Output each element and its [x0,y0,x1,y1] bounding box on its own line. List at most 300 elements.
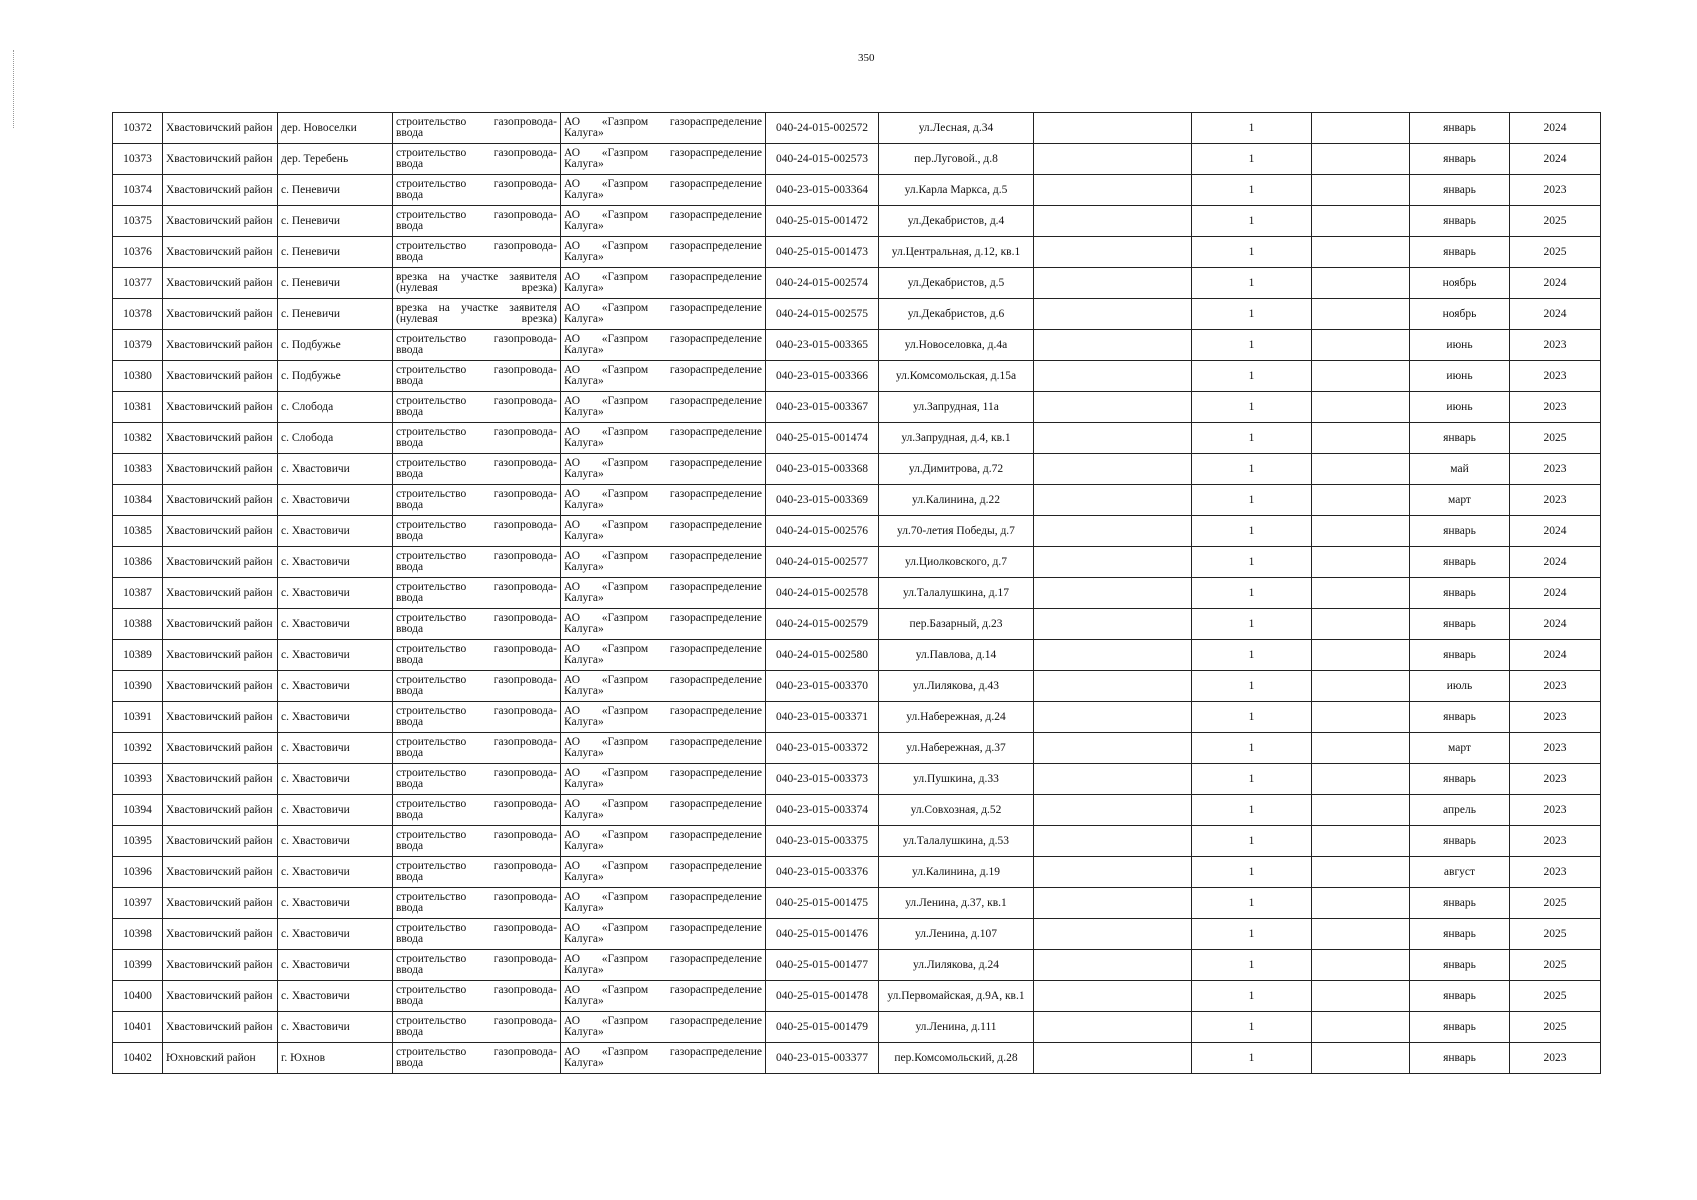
table-row [113,826,1601,857]
district-cell: Хвастовичский район [163,113,278,144]
row-number: 10393 [113,764,163,795]
empty-cell [1034,826,1192,857]
organization-cell: АО «Газпром газораспределение Калуга» [561,702,766,733]
month-cell: январь [1410,981,1510,1012]
locality-cell: с. Пеневичи [278,299,393,330]
empty-cell [1312,671,1410,702]
row-number: 10379 [113,330,163,361]
empty-cell [1034,981,1192,1012]
organization-cell: АО «Газпром газораспределение Калуга» [561,206,766,237]
table-row [113,888,1601,919]
organization-cell: АО «Газпром газораспределение Калуга» [561,175,766,206]
year-cell: 2023 [1510,454,1601,485]
organization-cell: АО «Газпром газораспределение Калуга» [561,361,766,392]
month-cell: январь [1410,1012,1510,1043]
table-row [113,392,1601,423]
address-cell: ул.Пушкина, д.33 [879,764,1034,795]
empty-cell [1034,516,1192,547]
year-cell: 2024 [1510,516,1601,547]
object-code-cell: 040-23-015-003376 [766,857,879,888]
address-cell: ул.Ленина, д.107 [879,919,1034,950]
empty-cell [1034,1043,1192,1074]
empty-cell [1312,795,1410,826]
object-code-cell: 040-25-015-001478 [766,981,879,1012]
table-row [113,144,1601,175]
district-cell: Хвастовичский район [163,981,278,1012]
month-cell: ноябрь [1410,299,1510,330]
year-cell: 2023 [1510,733,1601,764]
empty-cell [1034,671,1192,702]
organization-cell: АО «Газпром газораспределение Калуга» [561,1043,766,1074]
object-code-cell: 040-24-015-002580 [766,640,879,671]
empty-cell [1034,423,1192,454]
address-cell: ул.Талалушкина, д.17 [879,578,1034,609]
row-number: 10400 [113,981,163,1012]
work-type-cell: строительство газопровода-ввода [393,919,561,950]
object-code-cell: 040-23-015-003364 [766,175,879,206]
quantity-cell: 1 [1192,485,1312,516]
row-number: 10377 [113,268,163,299]
month-cell: январь [1410,950,1510,981]
year-cell: 2024 [1510,640,1601,671]
row-number: 10382 [113,423,163,454]
quantity-cell: 1 [1192,1012,1312,1043]
year-cell: 2024 [1510,609,1601,640]
object-code-cell: 040-23-015-003377 [766,1043,879,1074]
object-code-cell: 040-23-015-003366 [766,361,879,392]
month-cell: июнь [1410,330,1510,361]
quantity-cell: 1 [1192,640,1312,671]
locality-cell: с. Слобода [278,392,393,423]
table-row [113,485,1601,516]
organization-cell: АО «Газпром газораспределение Калуга» [561,423,766,454]
district-cell: Хвастовичский район [163,919,278,950]
month-cell: январь [1410,1043,1510,1074]
year-cell: 2025 [1510,981,1601,1012]
object-code-cell: 040-25-015-001479 [766,1012,879,1043]
empty-cell [1312,485,1410,516]
district-cell: Хвастовичский район [163,330,278,361]
quantity-cell: 1 [1192,113,1312,144]
organization-cell: АО «Газпром газораспределение Калуга» [561,268,766,299]
empty-cell [1034,454,1192,485]
locality-cell: с. Подбужье [278,330,393,361]
district-cell: Хвастовичский район [163,671,278,702]
object-code-cell: 040-25-015-001475 [766,888,879,919]
row-number: 10386 [113,547,163,578]
year-cell: 2023 [1510,330,1601,361]
district-cell: Хвастовичский район [163,578,278,609]
object-code-cell: 040-23-015-003368 [766,454,879,485]
empty-cell [1312,857,1410,888]
month-cell: январь [1410,764,1510,795]
work-type-cell: строительство газопровода-ввода [393,361,561,392]
object-code-cell: 040-24-015-002572 [766,113,879,144]
organization-cell: АО «Газпром газораспределение Калуга» [561,950,766,981]
empty-cell [1312,113,1410,144]
empty-cell [1034,206,1192,237]
month-cell: январь [1410,423,1510,454]
table-row [113,857,1601,888]
table-row [113,578,1601,609]
organization-cell: АО «Газпром газораспределение Калуга» [561,857,766,888]
organization-cell: АО «Газпром газораспределение Калуга» [561,454,766,485]
row-number: 10396 [113,857,163,888]
quantity-cell: 1 [1192,330,1312,361]
organization-cell: АО «Газпром газораспределение Калуга» [561,237,766,268]
month-cell: январь [1410,113,1510,144]
month-cell: январь [1410,919,1510,950]
empty-cell [1312,1043,1410,1074]
work-type-cell: строительство газопровода-ввода [393,330,561,361]
quantity-cell: 1 [1192,237,1312,268]
district-cell: Хвастовичский район [163,764,278,795]
organization-cell: АО «Газпром газораспределение Калуга» [561,888,766,919]
district-cell: Хвастовичский район [163,423,278,454]
quantity-cell: 1 [1192,578,1312,609]
object-code-cell: 040-25-015-001474 [766,423,879,454]
work-type-cell: врезка на участке заявителя (нулевая врезка) [393,268,561,299]
empty-cell [1034,950,1192,981]
address-cell: ул.Набережная, д.24 [879,702,1034,733]
year-cell: 2024 [1510,299,1601,330]
year-cell: 2023 [1510,1043,1601,1074]
month-cell: январь [1410,640,1510,671]
empty-cell [1312,268,1410,299]
empty-cell [1312,206,1410,237]
object-code-cell: 040-24-015-002574 [766,268,879,299]
year-cell: 2024 [1510,113,1601,144]
locality-cell: с. Подбужье [278,361,393,392]
locality-cell: с. Пеневичи [278,237,393,268]
locality-cell: с. Хвастовичи [278,764,393,795]
month-cell: январь [1410,206,1510,237]
locality-cell: с. Хвастовичи [278,485,393,516]
month-cell: март [1410,733,1510,764]
object-code-cell: 040-25-015-001476 [766,919,879,950]
table-row [113,1043,1601,1074]
district-cell: Хвастовичский район [163,392,278,423]
quantity-cell: 1 [1192,733,1312,764]
row-number: 10398 [113,919,163,950]
table-row [113,454,1601,485]
month-cell: август [1410,857,1510,888]
row-number: 10376 [113,237,163,268]
row-number: 10374 [113,175,163,206]
quantity-cell: 1 [1192,857,1312,888]
margin-mark [13,50,14,128]
locality-cell: с. Хвастовичи [278,950,393,981]
organization-cell: АО «Газпром газораспределение Калуга» [561,919,766,950]
address-cell: ул.Центральная, д.12, кв.1 [879,237,1034,268]
month-cell: январь [1410,516,1510,547]
year-cell: 2025 [1510,888,1601,919]
quantity-cell: 1 [1192,888,1312,919]
organization-cell: АО «Газпром газораспределение Калуга» [561,392,766,423]
work-type-cell: строительство газопровода-ввода [393,857,561,888]
address-cell: ул.70-летия Победы, д.7 [879,516,1034,547]
month-cell: май [1410,454,1510,485]
district-cell: Юхновский район [163,1043,278,1074]
table-row [113,702,1601,733]
quantity-cell: 1 [1192,795,1312,826]
organization-cell: АО «Газпром газораспределение Калуга» [561,516,766,547]
address-cell: ул.Набережная, д.37 [879,733,1034,764]
row-number: 10384 [113,485,163,516]
quantity-cell: 1 [1192,919,1312,950]
table-row [113,268,1601,299]
quantity-cell: 1 [1192,144,1312,175]
district-cell: Хвастовичский район [163,609,278,640]
object-code-cell: 040-25-015-001472 [766,206,879,237]
district-cell: Хвастовичский район [163,175,278,206]
address-cell: ул.Лилякова, д.24 [879,950,1034,981]
empty-cell [1312,702,1410,733]
empty-cell [1312,547,1410,578]
table-row [113,733,1601,764]
row-number: 10389 [113,640,163,671]
work-type-cell: строительство газопровода-ввода [393,609,561,640]
empty-cell [1034,485,1192,516]
month-cell: январь [1410,237,1510,268]
address-cell: ул.Запрудная, 11а [879,392,1034,423]
empty-cell [1312,919,1410,950]
empty-cell [1034,857,1192,888]
district-cell: Хвастовичский район [163,857,278,888]
month-cell: июнь [1410,361,1510,392]
object-code-cell: 040-24-015-002573 [766,144,879,175]
work-type-cell: строительство газопровода-ввода [393,671,561,702]
locality-cell: с. Хвастовичи [278,516,393,547]
address-cell: пер.Луговой., д.8 [879,144,1034,175]
locality-cell: с. Хвастовичи [278,888,393,919]
object-code-cell: 040-25-015-001473 [766,237,879,268]
work-type-cell: строительство газопровода-ввода [393,826,561,857]
locality-cell: дер. Теребень [278,144,393,175]
quantity-cell: 1 [1192,702,1312,733]
address-cell: ул.Декабристов, д.4 [879,206,1034,237]
month-cell: январь [1410,609,1510,640]
empty-cell [1034,547,1192,578]
address-cell: ул.Карла Маркса, д.5 [879,175,1034,206]
object-code-cell: 040-23-015-003365 [766,330,879,361]
quantity-cell: 1 [1192,268,1312,299]
address-cell: ул.Запрудная, д.4, кв.1 [879,423,1034,454]
locality-cell: г. Юхнов [278,1043,393,1074]
table-row [113,516,1601,547]
year-cell: 2023 [1510,795,1601,826]
district-cell: Хвастовичский район [163,950,278,981]
work-type-cell: строительство газопровода-ввода [393,485,561,516]
organization-cell: АО «Газпром газораспределение Калуга» [561,609,766,640]
empty-cell [1034,330,1192,361]
month-cell: январь [1410,578,1510,609]
row-number: 10391 [113,702,163,733]
object-code-cell: 040-24-015-002576 [766,516,879,547]
locality-cell: с. Хвастовичи [278,919,393,950]
organization-cell: АО «Газпром газораспределение Калуга» [561,547,766,578]
empty-cell [1312,1012,1410,1043]
empty-cell [1034,1012,1192,1043]
work-type-cell: строительство газопровода-ввода [393,454,561,485]
row-number: 10401 [113,1012,163,1043]
row-number: 10390 [113,671,163,702]
organization-cell: АО «Газпром газораспределение Калуга» [561,795,766,826]
work-type-cell: строительство газопровода-ввода [393,547,561,578]
year-cell: 2024 [1510,547,1601,578]
object-code-cell: 040-25-015-001477 [766,950,879,981]
row-number: 10392 [113,733,163,764]
organization-cell: АО «Газпром газораспределение Калуга» [561,299,766,330]
organization-cell: АО «Газпром газораспределение Калуга» [561,485,766,516]
table-row [113,361,1601,392]
year-cell: 2024 [1510,268,1601,299]
object-code-cell: 040-23-015-003371 [766,702,879,733]
empty-cell [1312,361,1410,392]
table-row [113,237,1601,268]
empty-cell [1312,516,1410,547]
row-number: 10373 [113,144,163,175]
table-row [113,1012,1601,1043]
district-cell: Хвастовичский район [163,547,278,578]
empty-cell [1034,299,1192,330]
district-cell: Хвастовичский район [163,516,278,547]
work-type-cell: строительство газопровода-ввода [393,1043,561,1074]
locality-cell: с. Хвастовичи [278,609,393,640]
year-cell: 2023 [1510,826,1601,857]
quantity-cell: 1 [1192,423,1312,454]
work-type-cell: строительство газопровода-ввода [393,795,561,826]
quantity-cell: 1 [1192,392,1312,423]
work-type-cell: строительство газопровода-ввода [393,237,561,268]
year-cell: 2025 [1510,950,1601,981]
quantity-cell: 1 [1192,671,1312,702]
empty-cell [1034,144,1192,175]
organization-cell: АО «Газпром газораспределение Калуга» [561,640,766,671]
row-number: 10387 [113,578,163,609]
table-row [113,206,1601,237]
row-number: 10378 [113,299,163,330]
empty-cell [1312,733,1410,764]
month-cell: январь [1410,175,1510,206]
work-type-cell: строительство газопровода-ввода [393,113,561,144]
address-cell: ул.Декабристов, д.6 [879,299,1034,330]
district-cell: Хвастовичский район [163,888,278,919]
locality-cell: с. Хвастовичи [278,1012,393,1043]
quantity-cell: 1 [1192,299,1312,330]
district-cell: Хвастовичский район [163,144,278,175]
quantity-cell: 1 [1192,950,1312,981]
address-cell: ул.Димитрова, д.72 [879,454,1034,485]
empty-cell [1034,175,1192,206]
month-cell: январь [1410,702,1510,733]
year-cell: 2024 [1510,578,1601,609]
address-cell: ул.Первомайская, д.9А, кв.1 [879,981,1034,1012]
table-row [113,671,1601,702]
empty-cell [1312,237,1410,268]
month-cell: апрель [1410,795,1510,826]
locality-cell: с. Слобода [278,423,393,454]
work-type-cell: врезка на участке заявителя (нулевая врезка) [393,299,561,330]
empty-cell [1034,113,1192,144]
quantity-cell: 1 [1192,175,1312,206]
row-number: 10395 [113,826,163,857]
locality-cell: с. Хвастовичи [278,671,393,702]
empty-cell [1312,299,1410,330]
object-code-cell: 040-24-015-002575 [766,299,879,330]
work-type-cell: строительство газопровода-ввода [393,392,561,423]
work-type-cell: строительство газопровода-ввода [393,175,561,206]
month-cell: июль [1410,671,1510,702]
empty-cell [1034,392,1192,423]
address-cell: ул.Декабристов, д.5 [879,268,1034,299]
work-type-cell: строительство газопровода-ввода [393,1012,561,1043]
empty-cell [1034,640,1192,671]
table-row [113,981,1601,1012]
empty-cell [1312,764,1410,795]
organization-cell: АО «Газпром газораспределение Калуга» [561,144,766,175]
object-code-cell: 040-23-015-003370 [766,671,879,702]
work-type-cell: строительство газопровода-ввода [393,144,561,175]
object-code-cell: 040-23-015-003372 [766,733,879,764]
row-number: 10399 [113,950,163,981]
table-row [113,640,1601,671]
district-cell: Хвастовичский район [163,1012,278,1043]
row-number: 10402 [113,1043,163,1074]
address-cell: ул.Калинина, д.22 [879,485,1034,516]
address-cell: пер.Базарный, д.23 [879,609,1034,640]
organization-cell: АО «Газпром газораспределение Калуга» [561,113,766,144]
organization-cell: АО «Газпром газораспределение Калуга» [561,671,766,702]
empty-cell [1034,578,1192,609]
empty-cell [1312,826,1410,857]
quantity-cell: 1 [1192,206,1312,237]
table-row [113,609,1601,640]
quantity-cell: 1 [1192,361,1312,392]
district-cell: Хвастовичский район [163,361,278,392]
object-code-cell: 040-24-015-002578 [766,578,879,609]
empty-cell [1034,764,1192,795]
object-code-cell: 040-23-015-003374 [766,795,879,826]
table-row [113,330,1601,361]
locality-cell: с. Хвастовичи [278,702,393,733]
district-cell: Хвастовичский район [163,299,278,330]
organization-cell: АО «Газпром газораспределение Калуга» [561,578,766,609]
locality-cell: с. Хвастовичи [278,733,393,764]
month-cell: январь [1410,144,1510,175]
row-number: 10375 [113,206,163,237]
work-type-cell: строительство газопровода-ввода [393,423,561,454]
table-row [113,299,1601,330]
empty-cell [1312,175,1410,206]
table-row [113,795,1601,826]
year-cell: 2023 [1510,857,1601,888]
empty-cell [1312,144,1410,175]
year-cell: 2025 [1510,919,1601,950]
organization-cell: АО «Газпром газораспределение Калуга» [561,826,766,857]
empty-cell [1034,237,1192,268]
district-cell: Хвастовичский район [163,237,278,268]
empty-cell [1312,392,1410,423]
work-type-cell: строительство газопровода-ввода [393,733,561,764]
district-cell: Хвастовичский район [163,640,278,671]
work-type-cell: строительство газопровода-ввода [393,888,561,919]
year-cell: 2023 [1510,485,1601,516]
locality-cell: с. Пеневичи [278,268,393,299]
district-cell: Хвастовичский район [163,733,278,764]
empty-cell [1312,640,1410,671]
address-cell: ул.Лилякова, д.43 [879,671,1034,702]
